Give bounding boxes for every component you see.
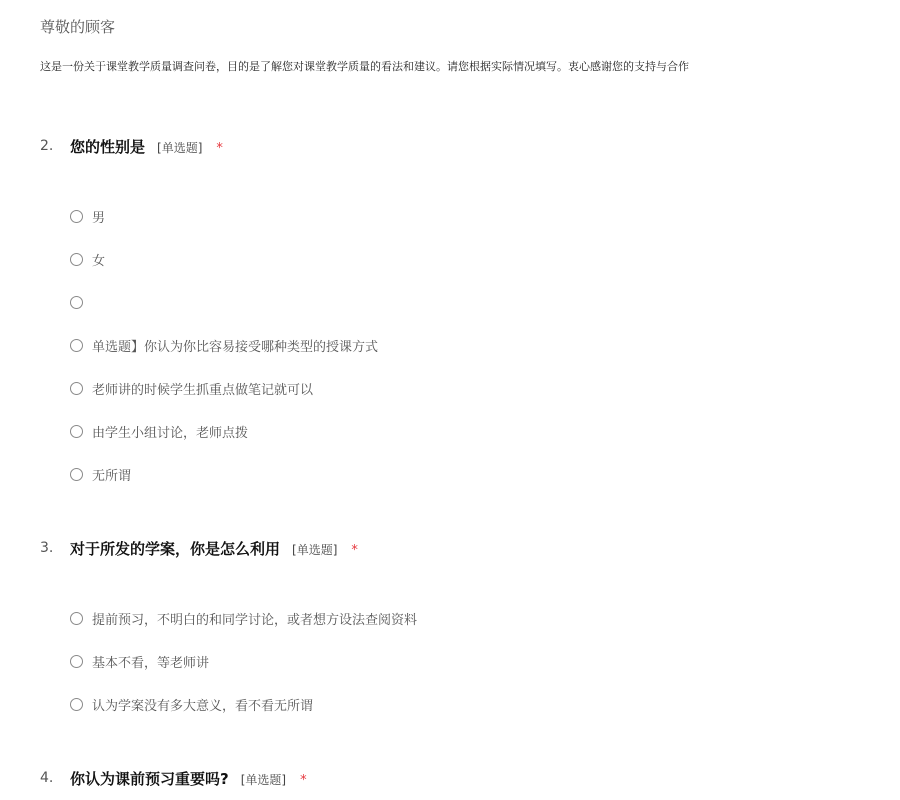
survey-greeting: 尊敬的顾客 [40, 18, 116, 36]
option-label: 提前预习，不明白的和同学讨论，或者想方设法查阅资料 [92, 612, 418, 628]
question-number: 4. [40, 770, 54, 786]
required-asterisk: * [216, 141, 223, 156]
radio-button[interactable] [70, 253, 83, 266]
option-wait-for-teacher[interactable] [70, 651, 209, 671]
radio-button[interactable] [70, 382, 83, 395]
option-label: 老师讲的时候学生抓重点做笔记就可以 [92, 382, 314, 398]
option-male[interactable] [70, 206, 105, 226]
option-label: 单选题】你认为你比容易接受哪种类型的授课方式 [92, 339, 379, 355]
question-title: 你认为课前预习重要吗? [70, 770, 229, 788]
option-take-notes[interactable] [70, 378, 313, 398]
radio-button[interactable] [70, 698, 83, 711]
question-title: 您的性别是 [70, 138, 146, 156]
radio-button[interactable] [70, 655, 83, 668]
radio-button[interactable] [70, 210, 83, 223]
option-group-discussion[interactable] [70, 421, 248, 441]
question-header [0, 136, 900, 160]
question-number: 2. [40, 138, 54, 154]
required-asterisk: * [351, 543, 358, 558]
radio-button[interactable] [70, 339, 83, 352]
option-preview-and-research[interactable] [70, 608, 417, 628]
option-no-meaning[interactable] [70, 694, 313, 714]
question-title-row [70, 768, 307, 789]
survey-intro: 这是一份关于课堂教学质量调查问卷，目的是了解您对课堂教学质量的看法和建议。请您根据实际情况填写。衷心感谢您的支持与合作 [40, 60, 689, 73]
question-title: 对于所发的学案，你是怎么利用 [70, 540, 281, 558]
option-indifferent[interactable] [70, 464, 131, 484]
radio-button[interactable] [70, 612, 83, 625]
option-blank[interactable] [70, 292, 92, 312]
radio-button[interactable] [70, 468, 83, 481]
option-label: 由学生小组讨论，老师点拨 [92, 425, 249, 441]
option-label: 基本不看，等老师讲 [92, 655, 210, 671]
question-type-label: [单选题] [157, 141, 203, 155]
question-type-label: [单选题] [240, 773, 287, 787]
question-title-row [70, 136, 223, 157]
question-header [0, 768, 900, 792]
required-asterisk: * [300, 773, 307, 788]
question-title-row [70, 538, 358, 559]
question-type-label: [单选题] [292, 543, 338, 557]
question-number: 3. [40, 540, 54, 556]
option-label: 女 [92, 253, 106, 269]
radio-button[interactable] [70, 425, 83, 438]
option-teaching-style-question[interactable] [70, 335, 378, 355]
option-label: 男 [92, 210, 106, 226]
option-female[interactable] [70, 249, 105, 269]
radio-button[interactable] [70, 296, 83, 309]
option-label: 无所谓 [92, 468, 132, 484]
question-header [0, 538, 900, 562]
option-label: 认为学案没有多大意义，看不看无所谓 [92, 698, 314, 714]
